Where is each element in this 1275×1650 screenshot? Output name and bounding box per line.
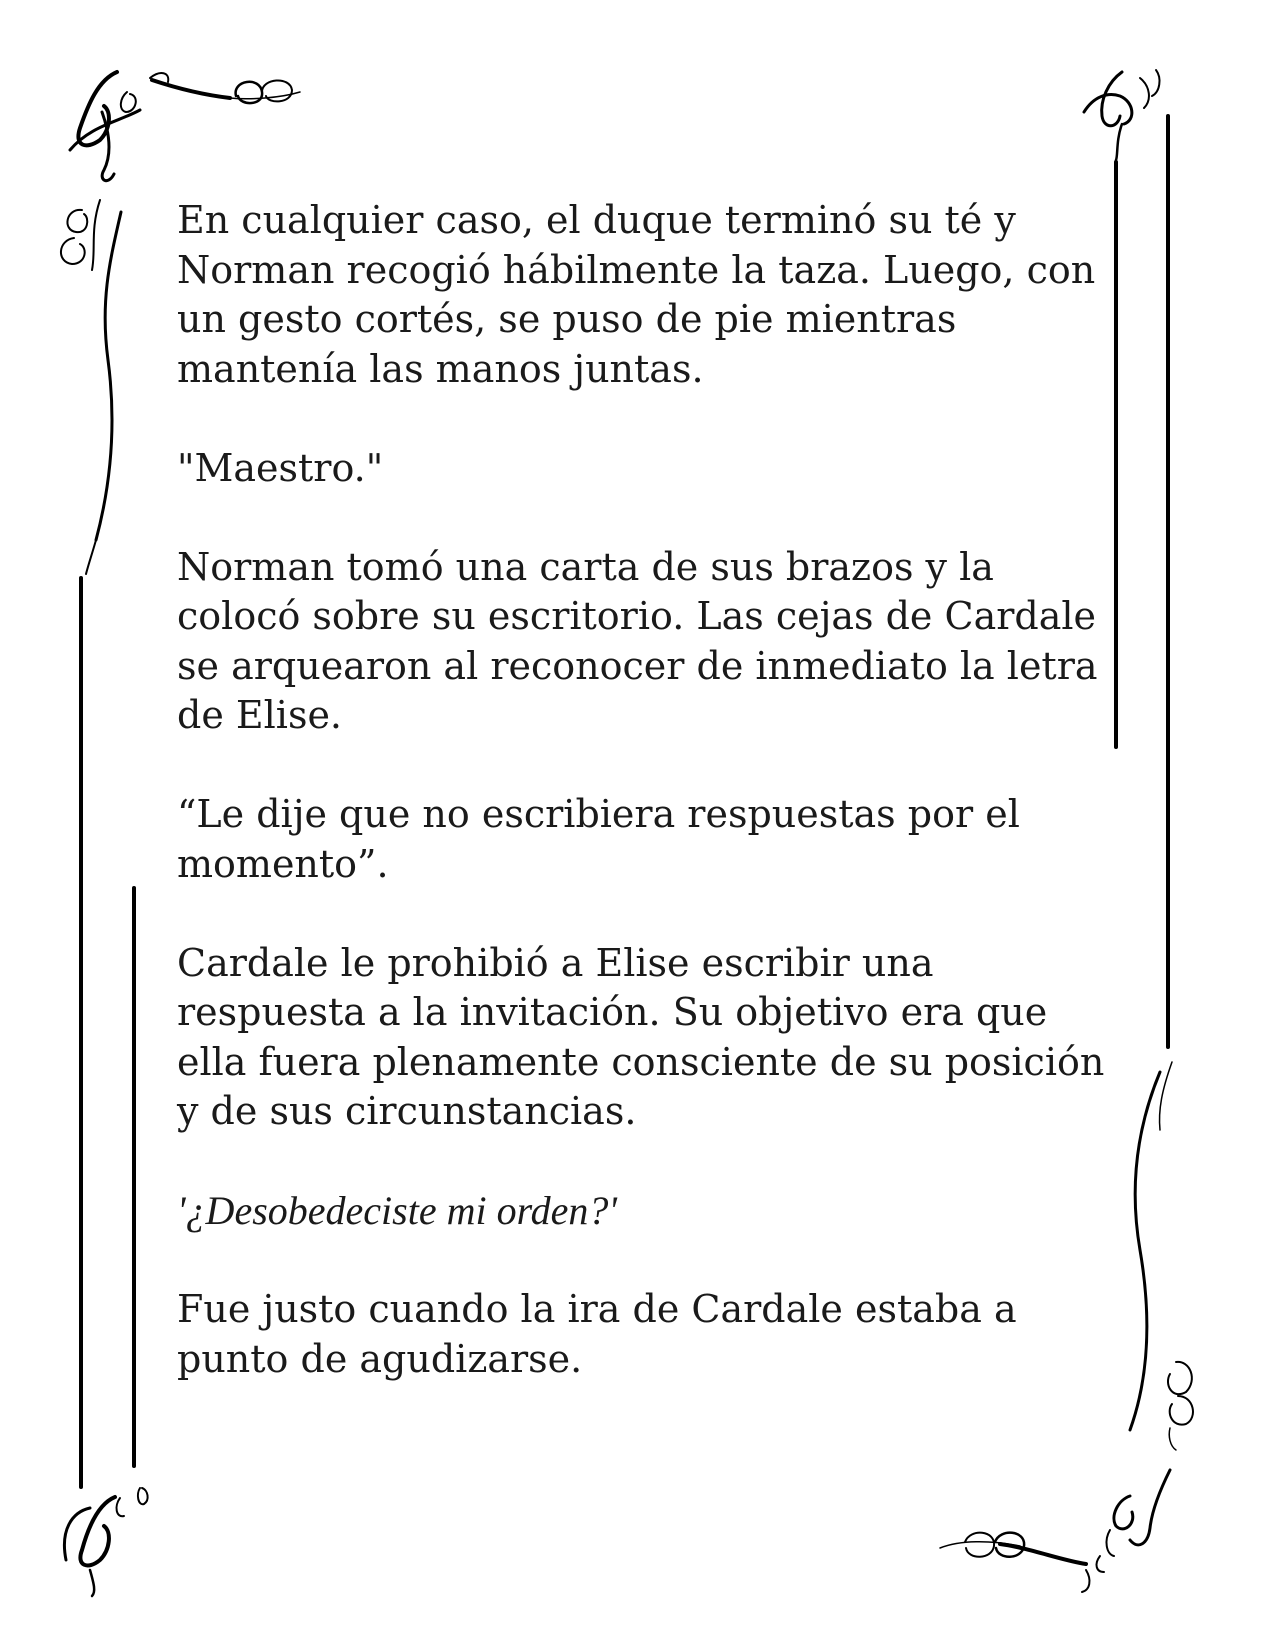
paragraph-7: Fue justo cuando la ira de Cardale estaba a punto de agudizarse. bbox=[177, 1287, 1017, 1381]
bottom-right-flourish bbox=[940, 1470, 1170, 1592]
right-flourish bbox=[1130, 1062, 1193, 1450]
top-right-flourish bbox=[1084, 70, 1159, 160]
top-left-flourish bbox=[70, 72, 300, 181]
paragraph-6-thought: '¿Desobedeciste mi orden?' bbox=[177, 1188, 617, 1233]
left-flourish bbox=[61, 200, 121, 574]
paragraph-3: Norman tomó una carta de sus brazos y la colocó sobre su escritorio. Las cejas de Cardale se arquearon al reconocer de inmediato la letra de Elise. bbox=[177, 544, 1098, 737]
paragraph-1: En cualquier caso, el duque terminó su té y Norman recogió hábilmente la taza. Luego, con un gesto cortés, se puso de pie mientras mantenía las manos juntas. bbox=[177, 198, 1096, 391]
paragraph-2: "Maestro." bbox=[177, 445, 384, 490]
bottom-left-flourish bbox=[64, 1488, 147, 1596]
paragraph-4: “Le dije que no escribiera respuestas por el momento”. bbox=[177, 792, 1020, 886]
paragraph-5: Cardale le prohibió a Elise escribir una respuesta a la invitación. Su objetivo era que ella fuera plenamente consciente de su posición y de sus circunstancias. bbox=[177, 940, 1105, 1133]
body-text bbox=[177, 196, 1107, 1434]
